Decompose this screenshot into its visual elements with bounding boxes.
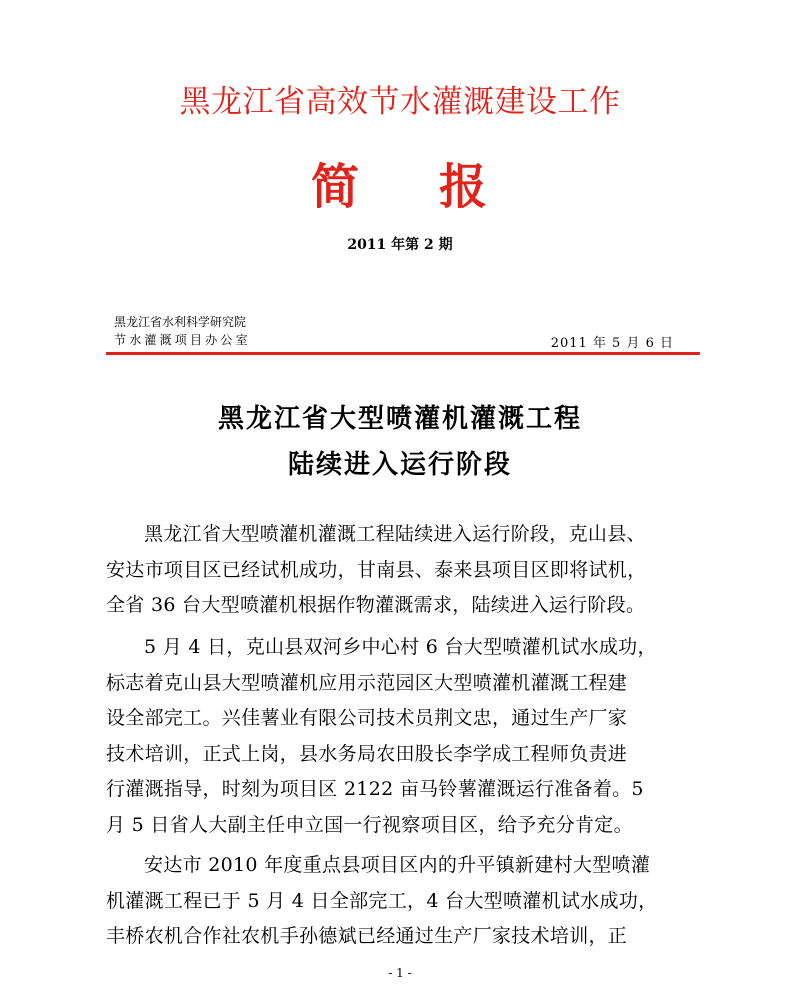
page-number: - 1 - bbox=[388, 966, 412, 980]
paragraph-line: 机灌溉工程已于 5 月 4 日全部完工，4 台大型喷灌机试水成功， bbox=[106, 889, 658, 912]
paragraph-line: 安达市项目区已经试机成功，甘南县、泰来县项目区即将试机， bbox=[106, 558, 647, 581]
bulletin-name-bao: 报 bbox=[439, 159, 490, 215]
paragraph-line: 全省 36 台大型喷灌机根据作物灌溉需求，陆续进入运行阶段。 bbox=[106, 594, 646, 616]
paragraph-line: 月 5 日省人大副主任申立国一行视察项目区，给予充分肯定。 bbox=[106, 813, 633, 836]
issue-number: 2011 年第 2 期 bbox=[347, 237, 453, 253]
paragraph-line: 标志着克山县大型喷灌机应用示范园区大型喷灌机灌溉工程建 bbox=[106, 671, 628, 694]
article-paragraph-1 bbox=[106, 517, 700, 624]
publish-date: 2011 年 5 月 6 日 bbox=[550, 336, 674, 351]
publisher-org-line1: 黑龙江省水利科学研究院 bbox=[114, 315, 247, 329]
paragraph-line: 丰桥农机合作社农机手孙德斌已经通过生产厂家技术培训，正 bbox=[106, 925, 628, 947]
paragraph-line: 安达市 2010 年度重点县项目区内的升平镇新建村大型喷灌 bbox=[144, 854, 651, 876]
paragraph-line: 设全部完工。兴佳薯业有限公司技术员荆文忠，通过生产厂家 bbox=[106, 707, 628, 729]
article-headline-line1: 黑龙江省大型喷灌机灌溉工程 bbox=[217, 404, 582, 434]
bulletin-masthead-title: 黑龙江省高效节水灌溉建设工作 bbox=[179, 84, 621, 120]
article-headline-line2: 陆续进入运行阶段 bbox=[287, 450, 512, 480]
article-paragraph-2 bbox=[106, 630, 700, 843]
publisher-org-line2: 节水灌溉项目办公室 bbox=[114, 333, 251, 347]
bulletin-name-jian: 简 bbox=[310, 159, 361, 215]
paragraph-line: 黑龙江省大型喷灌机灌溉工程陆续进入运行阶段，克山县、 bbox=[144, 523, 646, 545]
article-paragraph-3 bbox=[106, 848, 700, 955]
paragraph-line: 技术培训，正式上岗，县水务局农田股长李学成工程师负责进 bbox=[106, 742, 628, 765]
paragraph-line: 行灌溉指导，时刻为项目区 2122 亩马铃薯灌溉运行准备着。5 bbox=[106, 778, 644, 800]
bulletin-name bbox=[0, 148, 800, 217]
paragraph-line: 5 月 4 日，克山县双河乡中心村 6 台大型喷灌机试水成功， bbox=[144, 636, 657, 658]
header-divider bbox=[106, 352, 700, 355]
